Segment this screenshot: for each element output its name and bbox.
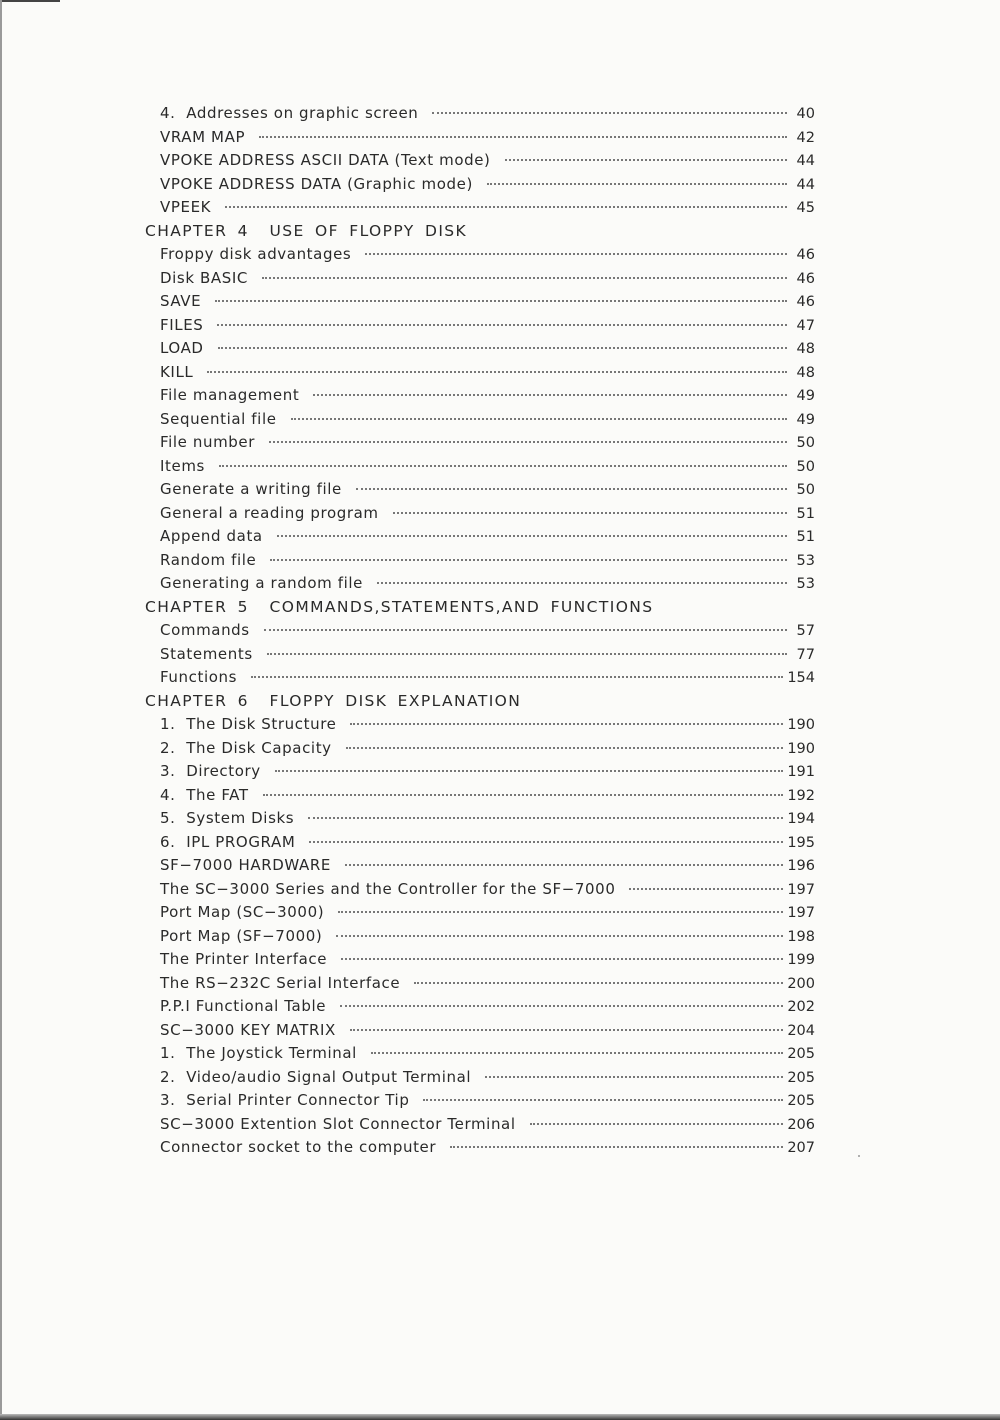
dot-leader xyxy=(340,1004,783,1007)
toc-page-number: 190 xyxy=(787,740,815,757)
toc-entry xyxy=(145,713,815,737)
toc-entry xyxy=(145,525,815,549)
dot-leader xyxy=(262,276,787,279)
toc-page-number: 197 xyxy=(787,905,815,921)
toc-page-number: 46 xyxy=(796,247,815,263)
toc-page-number: 50 xyxy=(796,435,815,451)
toc-page-number: 46 xyxy=(796,270,815,287)
dot-leader xyxy=(356,487,787,490)
dot-leader xyxy=(215,299,787,302)
toc-page-number: 50 xyxy=(796,458,815,475)
toc-entry-title: Sequential file xyxy=(160,409,277,428)
toc-entry-title: Generate a writing file xyxy=(160,480,342,498)
dot-leader xyxy=(259,135,787,138)
toc-entry xyxy=(145,361,815,385)
toc-entry-title: Items xyxy=(160,456,205,475)
toc-page-number: 49 xyxy=(796,411,815,428)
dot-leader xyxy=(423,1098,783,1101)
toc-entry-title: VRAM MAP xyxy=(160,127,246,146)
toc-entry-title: LOAD xyxy=(160,339,204,357)
toc-page-number: 194 xyxy=(787,811,815,827)
dot-leader xyxy=(487,182,787,185)
toc-page-number: 154 xyxy=(787,670,815,686)
toc-page-number: 45 xyxy=(796,200,815,216)
toc-entry xyxy=(145,478,815,502)
dot-leader xyxy=(505,158,788,161)
dot-leader xyxy=(267,652,787,655)
dot-leader xyxy=(371,1051,783,1054)
toc-entry xyxy=(145,572,815,596)
toc-page-number: 44 xyxy=(796,176,815,193)
dot-leader xyxy=(350,722,783,725)
toc-entry-title: 1. The Disk Structure xyxy=(160,715,337,733)
toc-page-number: 195 xyxy=(787,834,815,851)
toc-page-number: 207 xyxy=(787,1140,815,1156)
toc-entry-title: SF−7000 HARDWARE xyxy=(160,856,331,874)
toc-entry-title: CHAPTER 4 USE OF FLOPPY DISK xyxy=(145,221,468,240)
toc-entry-title: P.P.I Functional Table xyxy=(160,997,327,1015)
dot-leader xyxy=(338,910,783,913)
toc-entry xyxy=(145,102,815,126)
toc-page-number: 47 xyxy=(796,317,815,334)
toc-page-number: 205 xyxy=(787,1093,815,1109)
toc-entry xyxy=(145,149,815,173)
toc-entry-title: 4. The FAT xyxy=(160,785,249,804)
toc-entry-title: VPEEK xyxy=(160,198,212,216)
dot-leader xyxy=(485,1075,783,1078)
dot-leader xyxy=(629,887,783,890)
dot-leader xyxy=(264,628,787,631)
toc-entry-title: The RS−232C Serial Interface xyxy=(160,973,401,992)
toc-entry-title: Connector socket to the computer xyxy=(160,1138,437,1156)
toc-entry xyxy=(145,408,815,432)
toc-entry xyxy=(145,972,815,996)
dot-leader xyxy=(345,863,783,866)
dot-leader xyxy=(277,534,787,537)
toc-page-number: 191 xyxy=(787,764,815,780)
toc-chapter-heading xyxy=(145,596,815,620)
toc-entry-title: VPOKE ADDRESS ASCII DATA (Text mode) xyxy=(160,151,491,169)
toc-entry xyxy=(145,643,815,667)
toc-entry xyxy=(145,619,815,643)
toc-entry xyxy=(145,173,815,197)
toc-page-number: 200 xyxy=(787,975,815,992)
toc-entry xyxy=(145,784,815,808)
toc-entry xyxy=(145,1066,815,1090)
toc-entry xyxy=(145,549,815,573)
dot-leader xyxy=(341,957,783,960)
toc-entry-title: The Printer Interface xyxy=(160,950,328,968)
toc-entry xyxy=(145,267,815,291)
toc-entry xyxy=(145,1113,815,1137)
toc-entry-title: SAVE xyxy=(160,292,202,310)
toc-entry xyxy=(145,807,815,831)
toc-entry xyxy=(145,243,815,267)
dot-leader xyxy=(269,440,787,443)
toc-entry-title: 6. IPL PROGRAM xyxy=(160,832,296,851)
toc-entry xyxy=(145,1042,815,1066)
toc-page-number: 51 xyxy=(796,529,815,545)
toc-page-number: 53 xyxy=(796,576,815,592)
toc-entry-title: Port Map (SC−3000) xyxy=(160,903,325,921)
toc-entry-title: Commands xyxy=(160,621,250,639)
toc-entry xyxy=(145,925,815,949)
toc-entry-title: 2. Video/audio Signal Output Terminal xyxy=(160,1067,472,1086)
toc-entry xyxy=(145,995,815,1019)
dot-leader xyxy=(336,934,783,937)
toc-entry xyxy=(145,854,815,878)
toc-page-number: 205 xyxy=(787,1046,815,1062)
dot-leader xyxy=(263,793,784,796)
toc-entry xyxy=(145,737,815,761)
dot-leader xyxy=(275,769,784,772)
dot-leader xyxy=(270,558,787,561)
toc-entry-title: General a reading program xyxy=(160,503,379,522)
dot-leader xyxy=(217,323,787,326)
toc-entry-title: 3. Serial Printer Connector Tip xyxy=(160,1091,410,1109)
toc-page-number: 202 xyxy=(787,999,815,1015)
toc-page-number: 77 xyxy=(796,646,815,663)
toc-entry xyxy=(145,901,815,925)
toc-entry xyxy=(145,1019,815,1043)
toc-entry xyxy=(145,431,815,455)
dot-leader xyxy=(308,816,783,819)
dot-leader xyxy=(432,111,787,114)
toc-entry xyxy=(145,337,815,361)
dot-leader xyxy=(393,511,787,514)
toc-page-number: 53 xyxy=(796,552,815,569)
toc-page-number: 57 xyxy=(796,623,815,639)
toc-entry-title: 2. The Disk Capacity xyxy=(160,738,332,757)
toc-entry xyxy=(145,314,815,338)
dot-leader xyxy=(313,393,787,396)
toc-entry xyxy=(145,831,815,855)
toc-entry-title: KILL xyxy=(160,362,194,381)
dot-leader xyxy=(219,464,787,467)
toc-page-number: 48 xyxy=(796,341,815,357)
toc-entry-title: CHAPTER 6 FLOPPY DISK EXPLANATION xyxy=(145,691,522,710)
toc-entry-title: 3. Directory xyxy=(160,762,261,780)
toc-page-number: 204 xyxy=(787,1022,815,1039)
toc-entry xyxy=(145,455,815,479)
toc-entry xyxy=(145,384,815,408)
toc-page-number: 50 xyxy=(796,482,815,498)
toc-entry-title: SC−3000 KEY MATRIX xyxy=(160,1020,336,1039)
table-of-contents xyxy=(145,102,815,1160)
toc-page-number: 51 xyxy=(796,505,815,522)
toc-page-number: 196 xyxy=(787,858,815,874)
toc-entry xyxy=(145,760,815,784)
toc-page-number: 40 xyxy=(796,106,815,122)
toc-page-number: 190 xyxy=(787,717,815,733)
dot-leader xyxy=(377,581,787,584)
toc-page-number: 44 xyxy=(796,153,815,169)
toc-entry xyxy=(145,1136,815,1160)
toc-entry-title: 1. The Joystick Terminal xyxy=(160,1044,357,1062)
toc-entry-title: 5. System Disks xyxy=(160,809,295,827)
dot-leader xyxy=(291,417,787,420)
toc-entry xyxy=(145,196,815,220)
toc-entry-title: FILES xyxy=(160,315,204,334)
toc-entry-title: Functions xyxy=(160,668,238,686)
dot-leader xyxy=(450,1145,783,1148)
dot-leader xyxy=(530,1122,784,1125)
toc-page-number: 199 xyxy=(787,952,815,968)
page-edge-top xyxy=(0,0,60,2)
toc-entry xyxy=(145,948,815,972)
toc-entry-title: Disk BASIC xyxy=(160,268,248,287)
toc-page-number: 46 xyxy=(796,294,815,310)
toc-page-number: 206 xyxy=(787,1116,815,1133)
dot-leader xyxy=(414,981,783,984)
dot-leader xyxy=(251,675,783,678)
toc-chapter-heading xyxy=(145,220,815,244)
toc-entry xyxy=(145,666,815,690)
toc-page-number: 42 xyxy=(796,129,815,146)
page-edge-left xyxy=(0,0,2,1420)
toc-entry-title: Port Map (SF−7000) xyxy=(160,926,323,945)
toc-page-number: 48 xyxy=(796,364,815,381)
toc-entry-title: The SC−3000 Series and the Controller for the SF−7000 xyxy=(160,879,616,898)
toc-entry xyxy=(145,878,815,902)
toc-entry-title: VPOKE ADDRESS DATA (Graphic mode) xyxy=(160,174,473,193)
toc-entry xyxy=(145,502,815,526)
toc-entry-title: Random file xyxy=(160,550,257,569)
toc-entry-title: File management xyxy=(160,386,300,404)
toc-page-number: 192 xyxy=(787,787,815,804)
dot-leader xyxy=(365,252,787,255)
toc-chapter-heading xyxy=(145,690,815,714)
toc-page-number: 49 xyxy=(796,388,815,404)
toc-entry-title: File number xyxy=(160,433,256,451)
toc-entry-title: Generating a random file xyxy=(160,574,363,592)
dot-leader xyxy=(218,346,787,349)
dot-leader xyxy=(225,205,787,208)
dot-leader xyxy=(309,840,783,843)
dot-leader xyxy=(346,746,784,749)
dot-leader xyxy=(207,370,787,373)
toc-page-number: 198 xyxy=(787,928,815,945)
toc-entry-title: Statements xyxy=(160,644,253,663)
toc-entry-title: 4. Addresses on graphic screen xyxy=(160,104,419,122)
page-edge-bottom xyxy=(0,1414,1000,1420)
toc-entry-title: Append data xyxy=(160,527,263,545)
scan-speck xyxy=(858,1155,860,1157)
dot-leader xyxy=(350,1028,783,1031)
toc-entry xyxy=(145,290,815,314)
toc-entry-title: CHAPTER 5 COMMANDS,STATEMENTS,AND FUNCTIONS xyxy=(145,597,654,616)
toc-page-number: 205 xyxy=(787,1069,815,1086)
toc-entry-title: SC−3000 Extention Slot Connector Terminal xyxy=(160,1114,516,1133)
toc-entry-title: Froppy disk advantages xyxy=(160,245,352,263)
toc-page-number: 197 xyxy=(787,881,815,898)
toc-entry xyxy=(145,1089,815,1113)
toc-entry xyxy=(145,126,815,150)
